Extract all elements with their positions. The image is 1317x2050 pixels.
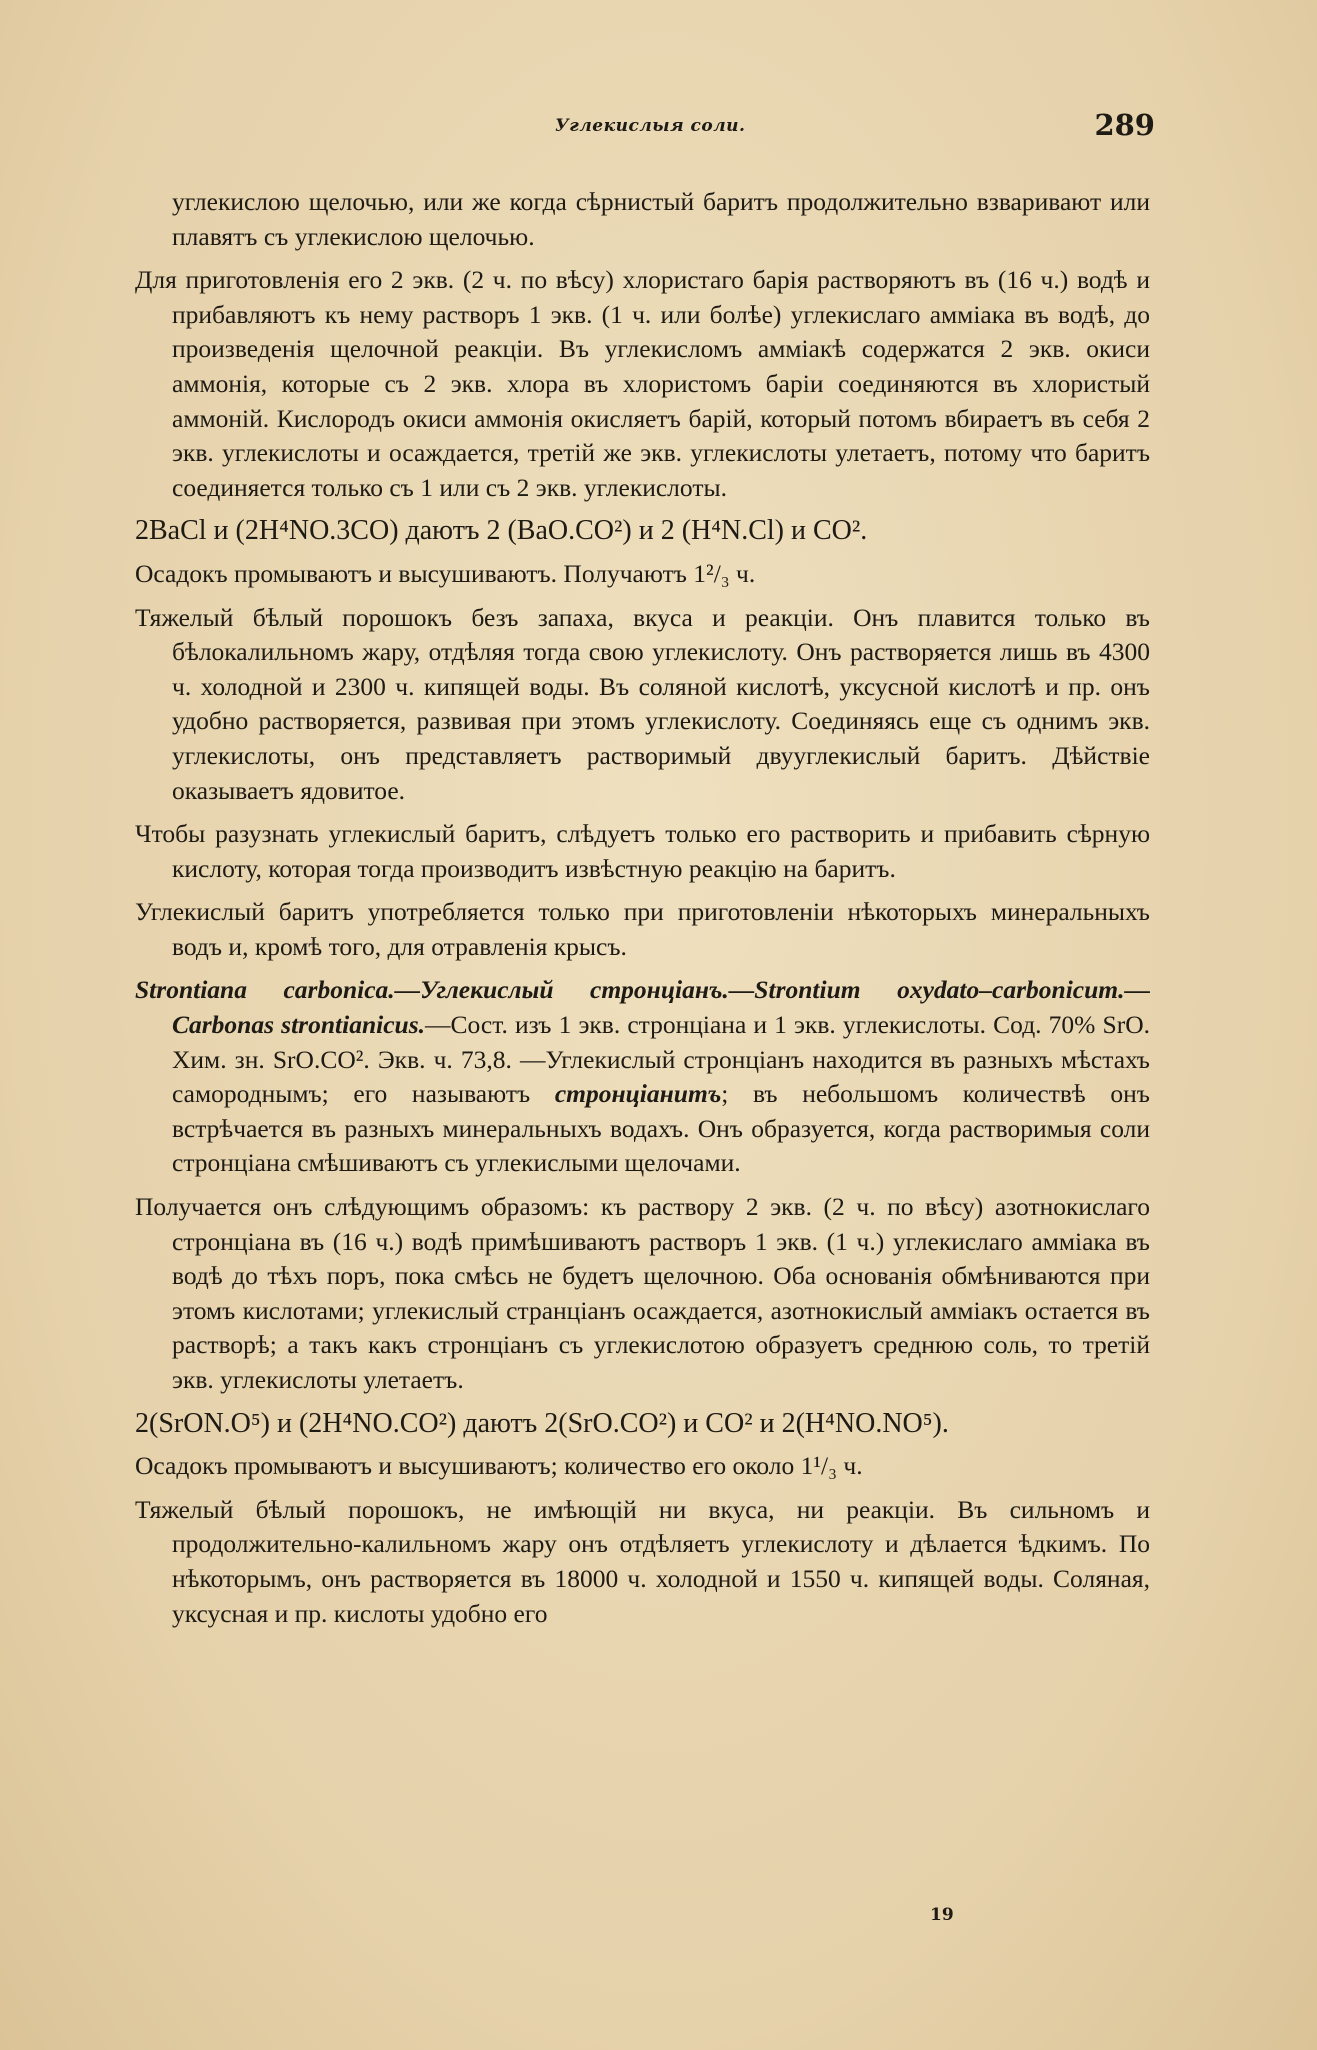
entry-emphasis: стронціанитъ: [554, 1079, 722, 1109]
paragraph-yield: Осадокъ промываютъ и высушиваютъ. Получаютъ 1²/₃ ч.: [135, 558, 756, 588]
page-number: 289: [1094, 108, 1155, 142]
paragraph-strontium-properties: Тяжелый бѣлый порошокъ, не имѣющій ни вкуса, ни реакціи. Въ сильномъ и продолжительно-калильномъ жару онъ отдѣляетъ углекислоту и дѣлается ѣдкимъ. По нѣкоторымъ, онъ растворяется въ 18000 ч. холодной и 1550 ч. кипящей воды. Соляная, уксусная и пр. кислоты удобно его: [135, 1494, 1150, 1628]
signature-mark: 19: [930, 1905, 954, 1925]
paragraph-detection: Чтобы разузнать углекислый баритъ, слѣдуетъ только его растворить и прибавить сѣрную кислоту, которая тогда производитъ извѣстную реакцію на баритъ.: [135, 819, 1150, 883]
paragraph-strontium-yield: Осадокъ промываютъ и высушиваютъ; количество его около 1¹/₃ ч.: [135, 1451, 863, 1481]
paragraph-preparation: Для приготовленія его 2 экв. (2 ч. по вѣсу) хлористаго барія растворяютъ въ (16 ч.) водѣ и прибавляютъ къ нему растворъ 1 экв. (1 ч. или болѣе) углекислаго аммiака въ водѣ, до произведенія щелочной реакціи. Въ углекисломъ амміакѣ содержатся 2 экв. окиси аммонія, которые съ 2 экв. хлора въ хлористомъ баріи соединяются въ хлористый аммоній. Кислородъ окиси аммонія окисляетъ барій, который потомъ вбираетъ въ себя 2 экв. углекислоты и осаждается, третій же экв. углекислоты улетаетъ, потому что баритъ соединяется только съ 1 или съ 2 экв. углекислоты.: [135, 265, 1150, 502]
entry-heading: Strontiana carbonica.—Углекислый стронціанъ.—Strontium oxydato–carbonicum.—Carbonas strontianicus.: [135, 975, 1150, 1040]
formula-strontium: 2(SrON.O⁵) и (2H⁴NO.CO²) даютъ 2(SrO.CO²) и CO² и 2(H⁴NO.NO⁵).: [135, 1407, 949, 1439]
paragraph-properties: Тяжелый бѣлый порошокъ безъ запаха, вкуса и реакціи. Онъ плавится только въ бѣлокалильномъ жару, отдѣляя тогда свою углекислоту. Онъ растворяется лишь въ 4300 ч. холодной и 2300 ч. кипящей воды. Въ соляной кислотѣ, уксусной кислотѣ и пр. онъ удобно растворяется, развивая при этомъ углекислоту. Соединяясь еще съ однимъ экв. углекислоты, онъ представляетъ растворимый двууглекислый баритъ. Дѣйствіе оказываетъ ядовитое.: [135, 602, 1150, 805]
paragraph-usage: Углекислый баритъ употребляется только при приготовленіи нѣкоторыхъ минеральныхъ водъ и, кромѣ того, для отравленія крысъ.: [135, 897, 1150, 961]
entry-text-a: —Сост. изъ 1 экв. стронціана и 1 экв. углекислоты. Сод. 70% SrO. Хим. зн. SrO.CO². Экв. ч. 73,8. —Углекислый стронціанъ находится въ разныхъ мѣстахъ самороднымъ; его называютъ: [172, 1010, 1151, 1109]
page-header: [135, 108, 1155, 150]
formula-barium: 2BaCl и (2H⁴NO.3CO) даютъ 2 (BaO.CO²) и 2 (H⁴N.Cl) и CO².: [135, 515, 868, 547]
paragraph-strontium: [135, 973, 1150, 1181]
paragraph-strontium-preparation: Получается онъ слѣдующимъ образомъ: къ раствору 2 экв. (2 ч. по вѣсу) азотнокислаго стронціана въ (16 ч.) водѣ примѣшиваютъ растворъ 1 экв. (1 ч.) углекислаго амміака въ водѣ до тѣхъ поръ, пока смѣсь не будетъ щелочною. Оба основанія обмѣниваются при этомъ кислотами; углекислый странціанъ осаждается, азотнокислый амміакъ остается въ растворѣ; а такъ какъ стронціанъ съ углекислотою образуетъ среднюю соль, то третій экв. углекислоты улетаетъ.: [135, 1192, 1150, 1394]
body-text: [135, 185, 1150, 1640]
entry-text-b: ; въ небольшомъ количествѣ онъ встрѣчается въ разныхъ минеральныхъ водахъ. Онъ образуется, когда растворимыя соли стронціана смѣшиваютъ съ углекислыми щелочами.: [172, 1079, 1150, 1178]
paragraph-continuation: углекислою щелочью, или же когда сѣрнистый баритъ продолжительно взваривают или плавятъ съ углекислою щелочью.: [172, 187, 1150, 251]
running-title: Углекислыя соли.: [555, 116, 746, 136]
